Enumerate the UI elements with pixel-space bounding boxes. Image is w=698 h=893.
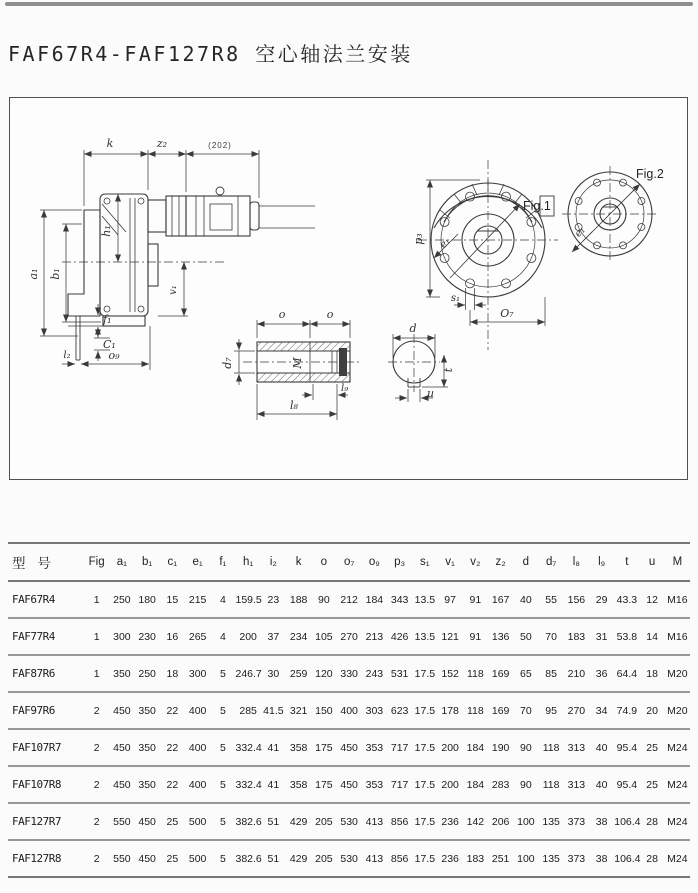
value-cell: 40 — [589, 729, 614, 766]
value-cell: 51 — [261, 803, 286, 840]
dim-label-o9: o₉ — [108, 349, 120, 362]
value-cell: 2 — [84, 766, 109, 803]
value-cell: 14 — [640, 618, 665, 655]
value-cell: 270 — [337, 618, 362, 655]
table-row — [8, 618, 690, 655]
value-cell: 550 — [109, 803, 134, 840]
value-cell: 167 — [488, 581, 513, 618]
table-row — [8, 840, 690, 877]
value-cell: 234 — [286, 618, 311, 655]
model-cell: FAF87R6 — [8, 655, 84, 692]
value-cell: 5 — [210, 766, 235, 803]
column-header: v₂ — [463, 543, 488, 581]
value-cell: 136 — [488, 618, 513, 655]
value-cell: 121 — [438, 618, 463, 655]
dim-label-k: k — [106, 137, 114, 150]
value-cell: 313 — [564, 766, 589, 803]
value-cell: 350 — [109, 655, 134, 692]
column-header: o — [311, 543, 336, 581]
value-cell: 190 — [488, 729, 513, 766]
value-cell: 29 — [589, 581, 614, 618]
value-cell: M24 — [665, 729, 690, 766]
value-cell: 251 — [488, 840, 513, 877]
column-header: d₇ — [539, 543, 564, 581]
value-cell: 169 — [488, 692, 513, 729]
value-cell: M24 — [665, 766, 690, 803]
dim-label-d7: d₇ — [221, 357, 234, 369]
value-cell: 2 — [84, 692, 109, 729]
value-cell: 90 — [513, 766, 538, 803]
value-cell: 250 — [109, 581, 134, 618]
spec-table-section — [8, 542, 690, 878]
value-cell: 95.4 — [614, 766, 639, 803]
column-header: e₁ — [185, 543, 210, 581]
value-cell: 22 — [160, 729, 185, 766]
column-header: o₇ — [337, 543, 362, 581]
column-header: f₁ — [210, 543, 235, 581]
dim-label-m: M — [291, 357, 304, 369]
value-cell: 188 — [286, 581, 311, 618]
value-cell: M24 — [665, 803, 690, 840]
value-cell: 265 — [185, 618, 210, 655]
value-cell: 25 — [160, 840, 185, 877]
value-cell: 175 — [311, 729, 336, 766]
value-cell: 246.7 — [236, 655, 261, 692]
dim-label-e1-fig2: e₁ — [572, 224, 588, 240]
value-cell: 353 — [362, 729, 387, 766]
value-cell: 213 — [362, 618, 387, 655]
value-cell: 15 — [160, 581, 185, 618]
column-header: o₉ — [362, 543, 387, 581]
fig1-label: Fig.1 — [523, 199, 551, 213]
value-cell: 36 — [589, 655, 614, 692]
value-cell: 450 — [109, 766, 134, 803]
value-cell: 236 — [438, 840, 463, 877]
dim-label-f1: f₁ — [103, 313, 112, 326]
value-cell: 106.4 — [614, 840, 639, 877]
value-cell: 212 — [337, 581, 362, 618]
value-cell: 313 — [564, 729, 589, 766]
value-cell: 230 — [135, 618, 160, 655]
model-cell: FAF107R7 — [8, 729, 84, 766]
value-cell: 18 — [160, 655, 185, 692]
value-cell: 95.4 — [614, 729, 639, 766]
dim-label-c1: C₁ — [103, 338, 116, 351]
value-cell: 169 — [488, 655, 513, 692]
value-cell: 53.8 — [614, 618, 639, 655]
value-cell: 17.5 — [412, 766, 437, 803]
value-cell: 350 — [135, 692, 160, 729]
value-cell: 413 — [362, 803, 387, 840]
value-cell: 22 — [160, 692, 185, 729]
column-header: p₃ — [387, 543, 412, 581]
value-cell: 178 — [438, 692, 463, 729]
value-cell: M24 — [665, 840, 690, 877]
value-cell: 353 — [362, 766, 387, 803]
value-cell: 330 — [337, 655, 362, 692]
table-row — [8, 729, 690, 766]
value-cell: 38 — [589, 803, 614, 840]
value-cell: 64.4 — [614, 655, 639, 692]
value-cell: 90 — [311, 581, 336, 618]
value-cell: 321 — [286, 692, 311, 729]
value-cell: 100 — [513, 840, 538, 877]
model-cell: FAF127R7 — [8, 803, 84, 840]
page-title: FAF67R4-FAF127R8 空心轴法兰安装 — [8, 42, 413, 66]
shaft-cross-section — [388, 322, 455, 402]
value-cell: 17.5 — [412, 655, 437, 692]
value-cell: 5 — [210, 655, 235, 692]
value-cell: 1 — [84, 581, 109, 618]
value-cell: 200 — [236, 618, 261, 655]
value-cell: 156 — [564, 581, 589, 618]
value-cell: 205 — [311, 803, 336, 840]
value-cell: 270 — [564, 692, 589, 729]
value-cell: 413 — [362, 840, 387, 877]
value-cell: M20 — [665, 655, 690, 692]
value-cell: 118 — [463, 655, 488, 692]
value-cell: 210 — [564, 655, 589, 692]
value-cell: 358 — [286, 729, 311, 766]
dim-label-o-left: o — [278, 308, 286, 321]
value-cell: 91 — [463, 581, 488, 618]
dim-label-a1: a₁ — [27, 268, 40, 280]
value-cell: 4 — [210, 581, 235, 618]
value-cell: 12 — [640, 581, 665, 618]
value-cell: 300 — [185, 655, 210, 692]
column-header: z₂ — [488, 543, 513, 581]
value-cell: 120 — [311, 655, 336, 692]
model-cell: FAF67R4 — [8, 581, 84, 618]
value-cell: 400 — [337, 692, 362, 729]
value-cell: 215 — [185, 581, 210, 618]
value-cell: 100 — [513, 803, 538, 840]
value-cell: 1 — [84, 655, 109, 692]
dim-label-z2: z₂ — [156, 137, 168, 150]
dim-label-d: d — [409, 322, 417, 335]
dim-label-v1: v₁ — [168, 285, 179, 295]
dim-label-e1-fig1: e₁ — [437, 235, 453, 251]
value-cell: 500 — [185, 840, 210, 877]
value-cell: 250 — [135, 655, 160, 692]
dim-label-h1: h₁ — [100, 225, 113, 237]
dim-label-p3: p₃ — [412, 233, 425, 245]
value-cell: 13.5 — [412, 618, 437, 655]
value-cell: 382.6 — [236, 840, 261, 877]
column-header: s₁ — [412, 543, 437, 581]
column-header: i₂ — [261, 543, 286, 581]
value-cell: 23 — [261, 581, 286, 618]
value-cell: 41 — [261, 766, 286, 803]
value-cell: 350 — [135, 766, 160, 803]
table-row — [8, 655, 690, 692]
value-cell: 41 — [261, 729, 286, 766]
dim-label-t: t — [442, 367, 455, 373]
value-cell: M20 — [665, 692, 690, 729]
dim-label-o-right: o — [326, 308, 334, 321]
value-cell: 373 — [564, 840, 589, 877]
value-cell: 135 — [539, 840, 564, 877]
value-cell: 2 — [84, 803, 109, 840]
value-cell: 51 — [261, 840, 286, 877]
value-cell: 200 — [438, 766, 463, 803]
model-cell: FAF127R8 — [8, 840, 84, 877]
value-cell: 5 — [210, 840, 235, 877]
value-cell: 135 — [539, 803, 564, 840]
value-cell: 118 — [539, 729, 564, 766]
value-cell: 259 — [286, 655, 311, 692]
column-header: M — [665, 543, 690, 581]
value-cell: 50 — [513, 618, 538, 655]
value-cell: 28 — [640, 803, 665, 840]
value-cell: 717 — [387, 729, 412, 766]
value-cell: 43.3 — [614, 581, 639, 618]
value-cell: 400 — [185, 766, 210, 803]
value-cell: 40 — [589, 766, 614, 803]
value-cell: 382.6 — [236, 803, 261, 840]
value-cell: 180 — [135, 581, 160, 618]
value-cell: 41.5 — [261, 692, 286, 729]
value-cell: 343 — [387, 581, 412, 618]
value-cell: 623 — [387, 692, 412, 729]
value-cell: 303 — [362, 692, 387, 729]
value-cell: 65 — [513, 655, 538, 692]
value-cell: 159.5 — [236, 581, 261, 618]
column-header: a₁ — [109, 543, 134, 581]
value-cell: 5 — [210, 803, 235, 840]
value-cell: 350 — [135, 729, 160, 766]
technical-drawing — [10, 98, 687, 479]
value-cell: 200 — [438, 729, 463, 766]
value-cell: M16 — [665, 581, 690, 618]
value-cell: 530 — [337, 840, 362, 877]
column-header: Fig — [84, 543, 109, 581]
header-row — [8, 543, 690, 581]
column-header: v₁ — [438, 543, 463, 581]
value-cell: 5 — [210, 729, 235, 766]
value-cell: 450 — [337, 729, 362, 766]
value-cell: 300 — [109, 618, 134, 655]
value-cell: 332.4 — [236, 729, 261, 766]
model-cell: FAF97R6 — [8, 692, 84, 729]
value-cell: 74.9 — [614, 692, 639, 729]
dim-label-l8: l₈ — [290, 399, 298, 412]
value-cell: 150 — [311, 692, 336, 729]
dim-label-l9: l₉ — [341, 383, 349, 394]
value-cell: 450 — [109, 692, 134, 729]
value-cell: 118 — [463, 692, 488, 729]
table-row — [8, 766, 690, 803]
value-cell: 38 — [589, 840, 614, 877]
column-header: k — [286, 543, 311, 581]
value-cell: 28 — [640, 840, 665, 877]
value-cell: 450 — [337, 766, 362, 803]
value-cell: 17.5 — [412, 840, 437, 877]
value-cell: 30 — [261, 655, 286, 692]
value-cell: 400 — [185, 692, 210, 729]
value-cell: 37 — [261, 618, 286, 655]
value-cell: 856 — [387, 803, 412, 840]
value-cell: 205 — [311, 840, 336, 877]
value-cell: 332.4 — [236, 766, 261, 803]
value-cell: 184 — [463, 766, 488, 803]
value-cell: 70 — [539, 618, 564, 655]
value-cell: 183 — [564, 618, 589, 655]
value-cell: M16 — [665, 618, 690, 655]
dim-label-u: u — [427, 387, 435, 400]
value-cell: 717 — [387, 766, 412, 803]
value-cell: 530 — [337, 803, 362, 840]
value-cell: 105 — [311, 618, 336, 655]
table-row — [8, 803, 690, 840]
value-cell: 17.5 — [412, 803, 437, 840]
fig2-label: Fig.2 — [636, 167, 664, 181]
column-header: d — [513, 543, 538, 581]
value-cell: 429 — [286, 803, 311, 840]
column-header: l₈ — [564, 543, 589, 581]
value-cell: 85 — [539, 655, 564, 692]
value-cell: 2 — [84, 729, 109, 766]
value-cell: 97 — [438, 581, 463, 618]
value-cell: 5 — [210, 692, 235, 729]
value-cell: 184 — [362, 581, 387, 618]
value-cell: 4 — [210, 618, 235, 655]
fig2-flange-view — [562, 166, 664, 262]
column-header: t — [614, 543, 639, 581]
drawing-panel — [9, 97, 688, 480]
value-cell: 22 — [160, 766, 185, 803]
value-cell: 17.5 — [412, 729, 437, 766]
value-cell: 142 — [463, 803, 488, 840]
table-row — [8, 581, 690, 618]
value-cell: 531 — [387, 655, 412, 692]
value-cell: 70 — [513, 692, 538, 729]
value-cell: 183 — [463, 840, 488, 877]
dim-label-l2: l₂ — [63, 350, 71, 361]
value-cell: 17.5 — [412, 692, 437, 729]
value-cell: 550 — [109, 840, 134, 877]
value-cell: 500 — [185, 803, 210, 840]
value-cell: 2 — [84, 840, 109, 877]
value-cell: 450 — [109, 729, 134, 766]
value-cell: 95 — [539, 692, 564, 729]
value-cell: 13.5 — [412, 581, 437, 618]
value-cell: 358 — [286, 766, 311, 803]
column-header: u — [640, 543, 665, 581]
hollow-shaft-section — [221, 308, 362, 420]
value-cell: 243 — [362, 655, 387, 692]
value-cell: 429 — [286, 840, 311, 877]
value-cell: 31 — [589, 618, 614, 655]
dim-label-o7: O₇ — [500, 307, 514, 320]
value-cell: 25 — [640, 766, 665, 803]
page-top-rule — [5, 2, 693, 6]
value-cell: 856 — [387, 840, 412, 877]
column-header: l₉ — [589, 543, 614, 581]
value-cell: 206 — [488, 803, 513, 840]
value-cell: 16 — [160, 618, 185, 655]
value-cell: 236 — [438, 803, 463, 840]
value-cell: 450 — [135, 803, 160, 840]
value-cell: 55 — [539, 581, 564, 618]
value-cell: 450 — [135, 840, 160, 877]
table-row — [8, 692, 690, 729]
column-header: h₁ — [236, 543, 261, 581]
value-cell: 184 — [463, 729, 488, 766]
dim-label-s1: s₁ — [450, 293, 460, 304]
dim-label-motor-length: (202) — [208, 141, 232, 150]
value-cell: 20 — [640, 692, 665, 729]
value-cell: 175 — [311, 766, 336, 803]
dim-label-b1: b₁ — [49, 268, 62, 280]
value-cell: 152 — [438, 655, 463, 692]
column-header: b₁ — [135, 543, 160, 581]
value-cell: 426 — [387, 618, 412, 655]
value-cell: 18 — [640, 655, 665, 692]
value-cell: 25 — [640, 729, 665, 766]
value-cell: 1 — [84, 618, 109, 655]
column-header: c₁ — [160, 543, 185, 581]
model-cell: FAF107R8 — [8, 766, 84, 803]
value-cell: 34 — [589, 692, 614, 729]
value-cell: 106.4 — [614, 803, 639, 840]
side-view-drawing — [27, 137, 315, 370]
value-cell: 400 — [185, 729, 210, 766]
model-cell: FAF77R4 — [8, 618, 84, 655]
value-cell: 40 — [513, 581, 538, 618]
value-cell: 90 — [513, 729, 538, 766]
value-cell: 25 — [160, 803, 185, 840]
value-cell: 91 — [463, 618, 488, 655]
spec-table — [8, 542, 690, 878]
value-cell: 373 — [564, 803, 589, 840]
model-column-header: 型 号 — [8, 543, 84, 581]
value-cell: 285 — [236, 692, 261, 729]
value-cell: 283 — [488, 766, 513, 803]
value-cell: 118 — [539, 766, 564, 803]
fig1-front-view — [412, 160, 558, 350]
